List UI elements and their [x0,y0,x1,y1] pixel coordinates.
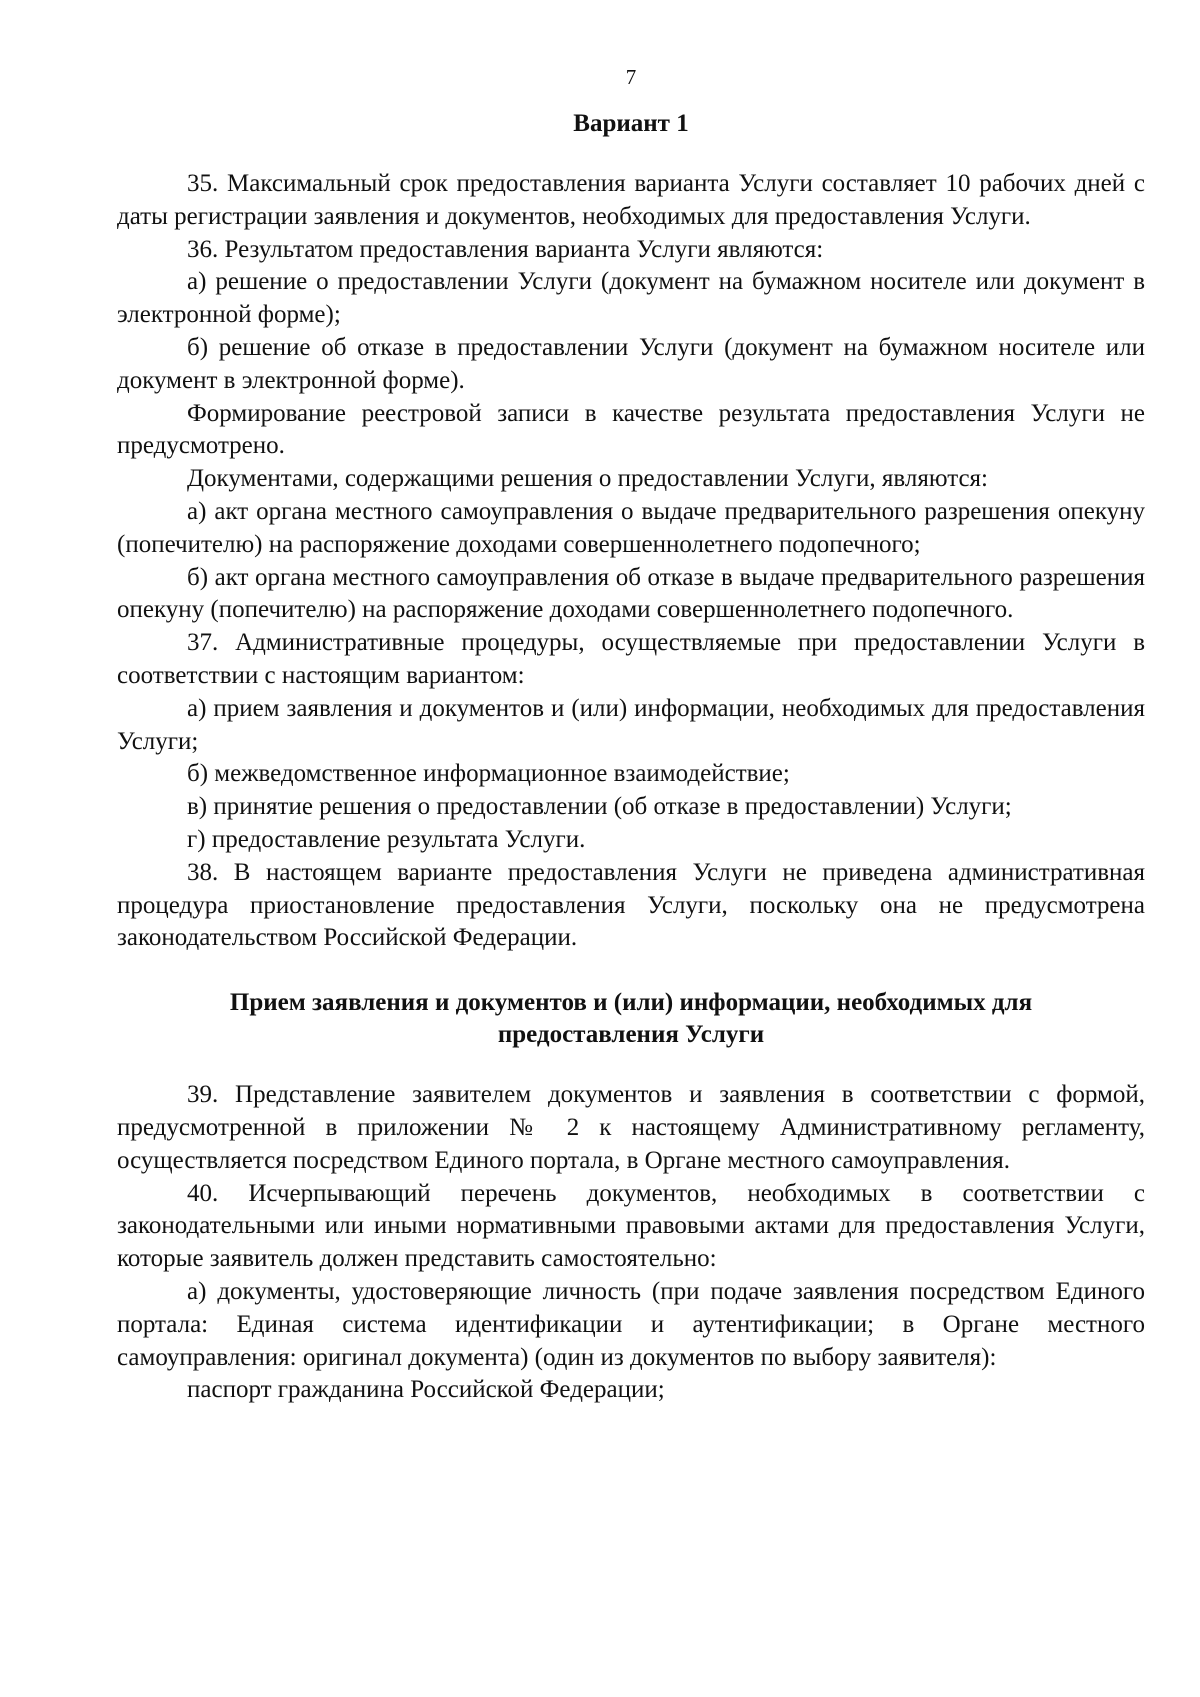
paragraph-registry-record: Формирование реестровой записи в качестве результата предоставления Услуги не предусмотрено. [117,399,1145,460]
paragraph-decision-documents: Документами, содержащими решения о предоставлении Услуги, являются: [187,465,988,493]
section-heading-line-2: предоставления Услуги [497,1021,765,1049]
paragraph-40: 40. Исчерпывающий перечень документов, необходимых в соответствии с законодательными или иными нормативными правовыми актами для предоставления Услуги, которые заявитель должен представить самостоятельно: [117,1179,1145,1273]
paragraph-35: 35. Максимальный срок предоставления варианта Услуги составляет 10 рабочих дней с даты регистрации заявления и документов, необходимых для предоставления Услуги. [117,170,1145,230]
list-item-37a: а) прием заявления и документов и (или) информации, необходимых для предоставления Услуги; [117,694,1145,755]
page-number: 7 [625,65,637,89]
list-item-docs-b: б) акт органа местного самоуправления об отказе в выдаче предварительного разрешения опекуну (попечителю) на распоряжение доходами совершеннолетнего подопечного. [117,563,1145,624]
paragraph-38: 38. В настоящем варианте предоставления Услуги не приведена административная процедура приостановление предоставления Услуги, поскольку она не предусмотрена законодательством Российской Федерации. [117,858,1145,952]
list-item-36b: б) решение об отказе в предоставлении Услуги (документ на бумажном носителе или документ в электронной форме). [117,333,1145,394]
variant-heading: Вариант 1 [573,110,689,137]
paragraph-37: 37. Административные процедуры, осуществляемые при предоставлении Услуги в соответствии с настоящим вариантом: [117,629,1145,689]
section-heading [117,987,1145,1051]
list-item-36a: а) решение о предоставлении Услуги (документ на бумажном носителе или документ в электронной форме); [117,268,1145,329]
list-item-docs-a: а) акт органа местного самоуправления о выдаче предварительного разрешения опекуну (попечителю) на распоряжение доходами совершеннолетнего подопечного; [117,497,1145,558]
document-page [117,64,1145,1407]
list-item-37v: в) принятие решения о предоставлении (об отказе в предоставлении) Услуги; [187,793,1012,821]
list-item-40a: а) документы, удостоверяющие личность (при подаче заявления посредством Единого портала: Единая система идентификации и аутентификации; в Органе местного самоуправления: оригинал документа) (один из документов по выбору заявителя): [117,1277,1145,1371]
section-heading-line-1: Прием заявления и документов и (или) информации, необходимых для [229,989,1033,1017]
paragraph-39: 39. Представление заявителем документов и заявления в соответствии с формой, предусмотренной в приложении № 2 к настоящему Административному регламенту, осуществляется посредством Единого портала, в Органе местного самоуправления. [117,1081,1145,1174]
list-item-37g: г) предоставление результата Услуги. [187,825,586,853]
paragraph-36: 36. Результатом предоставления варианта Услуги являются: [187,235,824,263]
list-item-passport: паспорт гражданина Российской Федерации; [187,1376,665,1404]
list-item-37b: б) межведомственное информационное взаимодействие; [187,760,790,788]
